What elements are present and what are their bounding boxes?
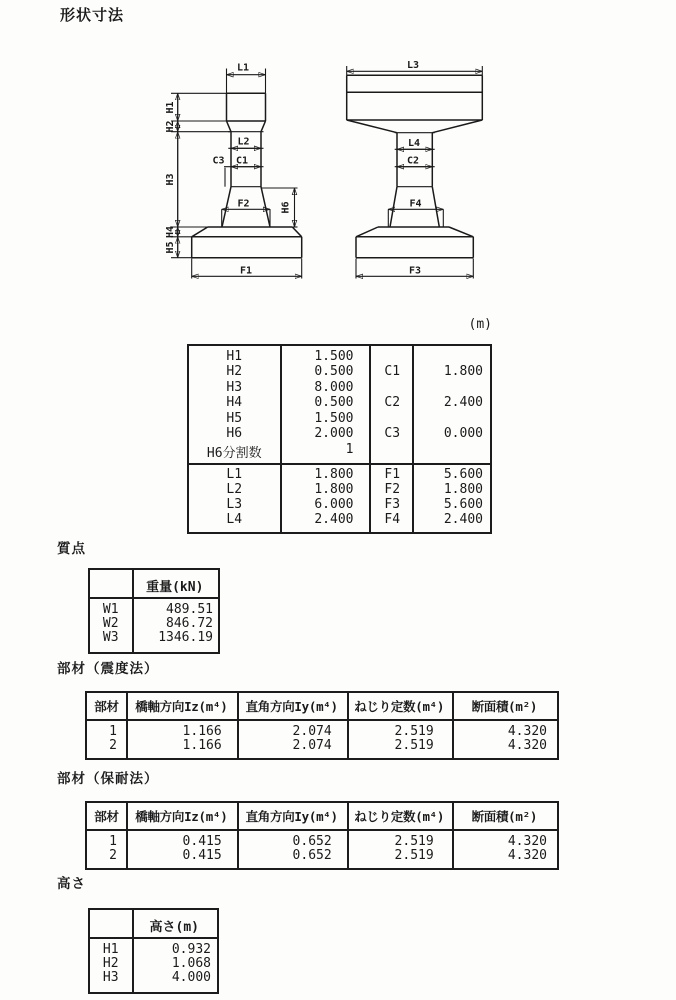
member-strength-heading: 部材（保耐法）	[57, 771, 159, 787]
member-value: 2.519	[394, 724, 434, 739]
dim-label-H3: H3	[165, 173, 176, 186]
divider	[90, 937, 217, 939]
member-value: 0.415	[182, 848, 222, 864]
dim-value: 1.800	[314, 467, 354, 482]
divider	[87, 719, 557, 721]
height-label: H2	[102, 956, 119, 972]
dim-value: 0.500	[314, 395, 354, 411]
col-header: 直角方向Iy(m⁴)	[245, 699, 338, 714]
dimension-table-lower	[189, 467, 490, 527]
member-value: 4.320	[507, 738, 547, 754]
member-strength-header-row	[87, 803, 557, 829]
dim-value: 0.500	[314, 364, 354, 380]
dimension-table-upper	[189, 349, 490, 461]
dim-label: H6	[226, 426, 243, 442]
col-header: 部材	[94, 699, 119, 714]
page-title: 形状寸法	[60, 6, 125, 24]
member-seismic-table	[85, 691, 559, 760]
mass-value: 489.51	[166, 602, 213, 617]
front-view	[165, 63, 302, 279]
mass-label: W3	[102, 630, 119, 646]
member-strength-body	[87, 834, 557, 862]
dim-label-H6: H6	[280, 201, 292, 214]
dim-label: H2	[226, 364, 243, 380]
mass-label: W1	[102, 602, 119, 617]
dim-label: L2	[226, 482, 243, 497]
mass-table	[88, 568, 220, 654]
dim-label-L4: L4	[407, 138, 421, 149]
dim-value: 2.400	[443, 395, 483, 411]
dim-label: H3	[226, 379, 243, 395]
dim-label: L4	[226, 512, 243, 527]
dim-value: 1.800	[443, 364, 483, 380]
side-view	[347, 60, 483, 279]
dim-value: 5.600	[443, 467, 483, 482]
height-label: H1	[102, 942, 119, 957]
height-table-body	[90, 942, 217, 985]
member-value: 0.652	[292, 834, 332, 849]
dimension-table	[187, 344, 492, 534]
height-value: 0.932	[171, 942, 211, 957]
col-header: 直角方向Iy(m⁴)	[245, 809, 338, 824]
dim-value: 2.400	[314, 512, 354, 527]
dim-value: 0.000	[443, 426, 483, 442]
divider	[189, 463, 490, 465]
mass-value: 1346.19	[158, 630, 213, 646]
dim-label: H6分割数	[206, 445, 262, 461]
dim-label-C1: C1	[235, 155, 249, 167]
divider	[90, 597, 218, 599]
col-header: 断面積(m²)	[471, 809, 538, 824]
dim-label-H4: H4	[165, 225, 176, 239]
member-value: 2.519	[394, 848, 434, 864]
divider	[87, 829, 557, 831]
dim-label: F4	[384, 512, 401, 527]
member-value: 2.074	[292, 738, 332, 754]
dim-value: 1.800	[314, 482, 354, 497]
member-value: 4.320	[507, 848, 547, 864]
dim-value: 8.000	[314, 379, 354, 395]
mass-value: 846.72	[166, 616, 213, 632]
dim-label-H1: H1	[165, 101, 176, 114]
member-id: 2	[109, 848, 117, 864]
dim-value: 1.800	[443, 482, 483, 497]
dim-value: 6.000	[314, 497, 354, 512]
col-header: 断面積(m²)	[471, 699, 538, 714]
dim-label: H1	[226, 349, 243, 364]
col-header: ねじり定数(m⁴)	[354, 809, 445, 824]
height-value: 4.000	[171, 970, 211, 986]
height-value: 1.068	[171, 956, 211, 972]
member-value: 1.166	[182, 724, 222, 739]
dim-label-F1: F1	[239, 265, 253, 277]
dim-label-L2: L2	[237, 136, 250, 148]
member-id: 1	[109, 834, 117, 849]
dim-label: F1	[384, 467, 401, 482]
dim-label-C3: C3	[212, 155, 225, 167]
member-value: 0.415	[182, 834, 222, 849]
dim-label-C2: C2	[406, 155, 420, 167]
height-col-header: 高さ(m)	[149, 920, 199, 935]
dim-label-L1: L1	[236, 62, 250, 74]
member-id: 1	[109, 724, 117, 739]
member-value: 0.652	[292, 848, 332, 864]
col-header: 部材	[94, 809, 119, 824]
member-seismic-heading: 部材（震度法）	[57, 661, 159, 677]
dim-value: 2.000	[314, 426, 354, 442]
col-header: 橋軸方向Iz(m⁴)	[135, 809, 228, 824]
dim-value: 1.500	[314, 349, 354, 364]
mass-table-body	[90, 602, 218, 645]
dim-label: L1	[226, 467, 243, 482]
dim-label: C1	[384, 364, 401, 380]
height-heading: 高さ	[57, 876, 86, 892]
dim-label: H4	[226, 395, 243, 411]
member-strength-table	[85, 801, 559, 870]
mass-heading: 質点	[57, 541, 86, 557]
member-value: 2.074	[292, 724, 332, 739]
dim-value: 1	[345, 441, 354, 457]
col-header: ねじり定数(m⁴)	[354, 699, 445, 714]
member-value: 1.166	[182, 738, 222, 754]
height-table	[88, 908, 219, 994]
dim-value: 1.500	[314, 410, 354, 426]
dim-label-H2: H2	[165, 120, 176, 133]
member-id: 2	[109, 738, 117, 754]
dim-label-L3: L3	[406, 60, 420, 71]
dim-label-F4: F4	[409, 198, 422, 210]
dim-label-F2: F2	[237, 198, 250, 210]
dim-label: C2	[384, 395, 401, 411]
dim-label: L3	[226, 497, 243, 512]
dim-label: F3	[384, 497, 401, 512]
dim-label: H5	[226, 410, 243, 426]
mass-col-header: 重量(kN)	[146, 580, 204, 595]
member-value: 4.320	[507, 834, 547, 849]
height-label: H3	[102, 970, 119, 986]
col-header: 橋軸方向Iz(m⁴)	[135, 699, 228, 714]
member-seismic-header-row	[87, 693, 557, 719]
dim-label: F2	[384, 482, 401, 497]
member-value: 2.519	[394, 738, 434, 754]
dim-value: 2.400	[443, 512, 483, 527]
dim-label-F3: F3	[408, 265, 422, 277]
dim-label: C3	[384, 426, 401, 442]
member-value: 4.320	[507, 724, 547, 739]
dim-label-H5: H5	[165, 241, 176, 254]
member-value: 2.519	[394, 834, 434, 849]
unit-note: (m)	[468, 317, 492, 332]
dim-value: 5.600	[443, 497, 483, 512]
pier-shape-diagram	[140, 45, 520, 290]
member-seismic-body	[87, 724, 557, 752]
mass-label: W2	[102, 616, 119, 632]
